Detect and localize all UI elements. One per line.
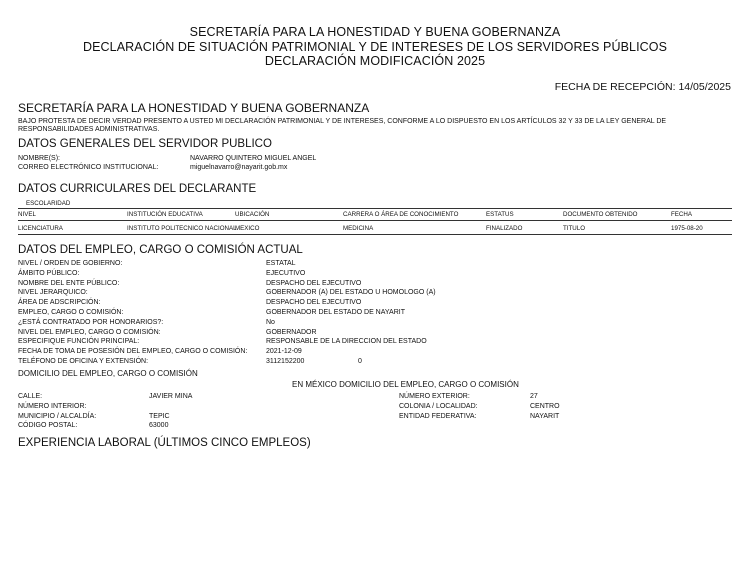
intro-title: SECRETARÍA PARA LA HONESTIDAD Y BUENA GOBERNANZA bbox=[18, 101, 370, 115]
cell-institution: INSTITUTO POLITECNICO NACIONAL bbox=[127, 225, 237, 232]
employment-field-value: GOBERNADOR bbox=[266, 328, 317, 336]
employment-field-value: RESPONSABLE DE LA DIRECCION DEL ESTADO bbox=[266, 338, 427, 346]
cell-date: 1975-08-20 bbox=[671, 225, 703, 232]
address-field-value: TEPIC bbox=[149, 412, 170, 420]
address-mexico-title: EN MÉXICO DOMICILIO DEL EMPLEO, CARGO O COMISIÓN bbox=[292, 380, 519, 389]
email-label: CORREO ELECTRÓNICO INSTITUCIONAL: bbox=[18, 164, 159, 171]
cell-status: FINALIZADO bbox=[486, 225, 523, 232]
employment-field-label: ÁMBITO PÚBLICO: bbox=[18, 269, 80, 277]
address-field-label: NÚMERO EXTERIOR: bbox=[399, 393, 470, 400]
col-header-location: UBICACIÓN bbox=[235, 211, 270, 218]
table-bottom-rule bbox=[18, 234, 732, 235]
cell-document: TITULO bbox=[563, 225, 586, 232]
employment-section-title: DATOS DEL EMPLEO, CARGO O COMISIÓN ACTUAL bbox=[18, 244, 303, 256]
address-field-value: 27 bbox=[530, 393, 538, 400]
employment-field-label: NIVEL DEL EMPLEO, CARGO O COMISIÓN: bbox=[18, 328, 161, 336]
employment-field-value: No bbox=[266, 318, 275, 326]
address-field-label: CALLE: bbox=[18, 393, 43, 400]
protest-text-line2: RESPONSABILIDADES ADMINISTRATIVAS. bbox=[18, 126, 160, 133]
address-field-label: COLONIA / LOCALIDAD: bbox=[399, 402, 478, 410]
experience-section-title: EXPERIENCIA LABORAL (ÚLTIMOS CINCO EMPLEOS) bbox=[18, 437, 311, 449]
schooling-label: ESCOLARIDAD bbox=[26, 200, 71, 207]
col-header-document: DOCUMENTO OBTENIDO bbox=[563, 211, 638, 218]
employment-field-value: DESPACHO DEL EJECUTIVO bbox=[266, 279, 362, 287]
employment-field-value: EJECUTIVO bbox=[266, 269, 306, 277]
employment-field-label: NIVEL JERARQUICO: bbox=[18, 289, 88, 297]
employment-field-value: ESTATAL bbox=[266, 260, 296, 267]
employment-field-value: 2021-12-09 bbox=[266, 348, 302, 356]
col-header-status: ESTATUS bbox=[486, 211, 514, 218]
address-field-value: CENTRO bbox=[530, 402, 560, 410]
employment-field-label: NIVEL / ORDEN DE GOBIERNO: bbox=[18, 260, 123, 267]
col-header-career: CARRERA O ÁREA DE CONOCIMIENTO bbox=[343, 211, 459, 218]
employment-field-label: EMPLEO, CARGO O COMISIÓN: bbox=[18, 309, 124, 316]
phone-extension: 0 bbox=[358, 358, 362, 365]
employment-field-label: TELÉFONO DE OFICINA Y EXTENSIÓN: bbox=[18, 358, 149, 365]
employment-field-label: ESPECIFIQUE FUNCIÓN PRINCIPAL: bbox=[18, 338, 140, 346]
employment-field-label: ¿ESTÁ CONTRATADO POR HONORARIOS?: bbox=[18, 318, 164, 326]
col-header-level: NIVEL bbox=[18, 211, 36, 218]
employment-field-value: GOBERNADOR DEL ESTADO DE NAYARIT bbox=[266, 309, 405, 316]
cell-career: MEDICINA bbox=[343, 225, 374, 232]
general-section-title: DATOS GENERALES DEL SERVIDOR PUBLICO bbox=[18, 138, 272, 150]
reception-date: FECHA DE RECEPCIÓN: 14/05/2025 bbox=[554, 81, 731, 93]
header-title: SECRETARÍA PARA LA HONESTIDAD Y BUENA GOBERNANZA bbox=[189, 25, 561, 39]
employment-field-value: GOBERNADOR (A) DEL ESTADO U HOMOLOGO (A) bbox=[266, 289, 436, 297]
header-subtitle: DECLARACIÓN DE SITUACIÓN PATRIMONIAL Y DE INTERESES DE LOS SERVIDORES PÚBLICOS bbox=[82, 40, 668, 54]
table-top-rule bbox=[18, 208, 732, 209]
name-label: NOMBRE(S): bbox=[18, 155, 60, 162]
cell-location: MEXICO bbox=[235, 225, 260, 232]
curricular-section-title: DATOS CURRICULARES DEL DECLARANTE bbox=[18, 183, 257, 195]
employment-field-value: 3112152200 bbox=[266, 358, 305, 365]
employment-field-value: DESPACHO DEL EJECUTIVO bbox=[266, 299, 362, 307]
employment-field-label: NOMBRE DEL ENTE PÚBLICO: bbox=[18, 279, 120, 287]
address-field-value: NAYARIT bbox=[530, 412, 560, 420]
address-field-value: JAVIER MINA bbox=[149, 393, 193, 400]
cell-level: LICENCIATURA bbox=[18, 225, 63, 232]
employment-field-label: FECHA DE TOMA DE POSESIÓN DEL EMPLEO, CARGO O COMISIÓN: bbox=[18, 348, 248, 356]
table-header-rule bbox=[18, 220, 732, 221]
address-field-label: ENTIDAD FEDERATIVA: bbox=[399, 412, 477, 420]
col-header-date: FECHA bbox=[671, 211, 692, 218]
col-header-institution: INSTITUCIÓN EDUCATIVA bbox=[127, 211, 203, 218]
name-value: NAVARRO QUINTERO MIGUEL ANGEL bbox=[190, 155, 317, 162]
header-declaration-type: DECLARACIÓN MODIFICACIÓN 2025 bbox=[264, 54, 486, 68]
address-field-label: MUNICIPIO / ALCALDÍA: bbox=[18, 412, 97, 420]
address-field-label: NÚMERO INTERIOR: bbox=[18, 402, 87, 410]
employment-field-label: ÁREA DE ADSCRIPCIÓN: bbox=[18, 299, 101, 307]
address-field-value: 63000 bbox=[149, 422, 169, 430]
protest-text-line1: BAJO PROTESTA DE DECIR VERDAD PRESENTO A USTED MI DECLARACIÓN PATRIMONIAL Y DE INTERESES, CONFORME A LO DISPUESTO EN LOS ARTÍCULOS 32 Y 33 DE LA LEY GENERAL DE bbox=[18, 118, 667, 125]
address-field-label: CÓDIGO POSTAL: bbox=[18, 422, 78, 430]
address-section-title: DOMICILIO DEL EMPLEO, CARGO O COMISIÓN bbox=[18, 369, 198, 378]
email-value: miguelnavarro@nayarit.gob.mx bbox=[190, 164, 288, 171]
